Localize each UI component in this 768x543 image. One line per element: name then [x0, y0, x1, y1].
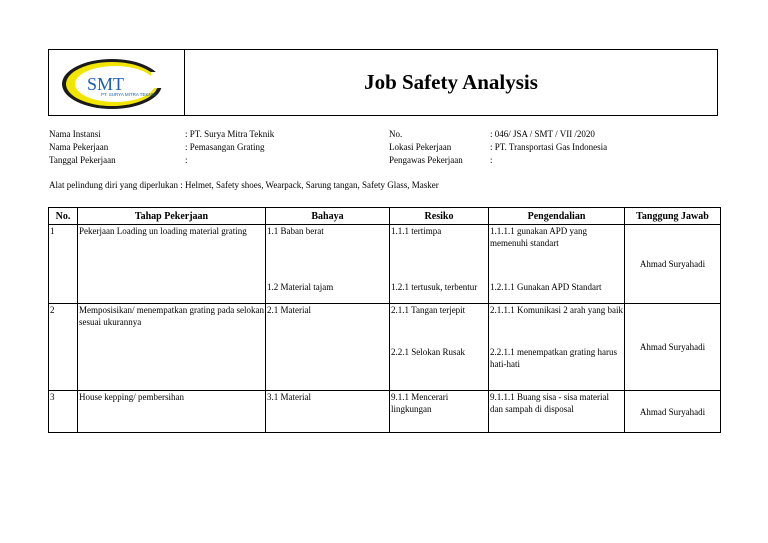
cell-tanggung-jawab: Ahmad Suryahadi [625, 225, 721, 304]
cell-no: 3 [49, 391, 78, 433]
cell-pengendalian [489, 304, 625, 391]
nama-pekerjaan-value: : Pemasangan Grating [185, 142, 265, 152]
cell-tanggung-jawab: Ahmad Suryahadi [625, 304, 721, 391]
cell-tahap: House kepping/ pembersihan [78, 391, 266, 433]
table-header-row [49, 208, 721, 225]
header-resiko: Resiko [390, 208, 489, 225]
cell-tahap: Pekerjaan Loading un loading material grating [78, 225, 266, 304]
pengendalian-item: 1.2.1.1 Gunakan APD Standart [490, 282, 602, 292]
alat-pelindung-text: Alat pelindung diri yang diperlukan : Helmet, Safety shoes, Wearpack, Sarung tangan, Safety Glass, Masker [49, 180, 439, 190]
lokasi-label: Lokasi Pekerjaan [389, 142, 452, 152]
table-row [49, 391, 721, 433]
nama-instansi-label: Nama Instansi [49, 129, 101, 139]
pengawas-label: Pengawas Pekerjaan [389, 155, 463, 165]
cell-bahaya [266, 225, 390, 304]
bahaya-item: 1.1 Baban berat [267, 226, 324, 236]
cell-bahaya: 2.1 Material [266, 304, 390, 391]
header-tanggung-jawab: Tanggung Jawab [625, 208, 721, 225]
cell-pengendalian [489, 225, 625, 304]
cell-no: 1 [49, 225, 78, 304]
cell-bahaya: 3.1 Material [266, 391, 390, 433]
resiko-item: 1.2.1 tertusuk, terbentur [391, 282, 478, 292]
header-pengendalian: Pengendalian [489, 208, 625, 225]
page-title: Job Safety Analysis [364, 70, 538, 94]
header-tahap: Tahap Pekerjaan [78, 208, 266, 225]
nama-instansi-value: : PT. Surya Mitra Teknik [185, 129, 275, 139]
lokasi-value: : PT. Transportasi Gas Indonesia [490, 142, 608, 152]
table-row [49, 225, 721, 304]
cell-tanggung-jawab: Ahmad Suryahadi [625, 391, 721, 433]
jsa-table [48, 207, 721, 433]
cell-pengendalian: 9.1.1.1 Buang sisa - sisa material dan sampah di disposal [489, 391, 625, 433]
logo-text: SMT [87, 74, 125, 94]
cell-tahap: Memposisikan/ menempatkan grating pada selokan sesuai ukurannya [78, 304, 266, 391]
header-box [48, 49, 718, 116]
cell-resiko [390, 225, 489, 304]
tanggal-value: : [185, 155, 188, 165]
nama-pekerjaan-label: Nama Pekerjaan [49, 142, 109, 152]
cell-no: 2 [49, 304, 78, 391]
resiko-item: 1.1.1 tertimpa [391, 226, 442, 236]
company-logo [49, 50, 184, 115]
pengawas-value: : [490, 155, 493, 165]
logo-cell [49, 50, 185, 115]
logo-subtext: PT. SURYA MITRA TEKNIK [101, 92, 157, 97]
resiko-item: 2.2.1 Selokan Rusak [391, 347, 465, 357]
cell-resiko [390, 304, 489, 391]
bahaya-item: 1.2 Material tajam [267, 282, 334, 292]
pengendalian-item: 2.2.1.1 menempatkan grating harus hati-hati [490, 347, 617, 369]
header-bahaya: Bahaya [266, 208, 390, 225]
resiko-item: 2.1.1 Tangan terjepit [391, 305, 466, 315]
pengendalian-item: 1.1.1.1 gunakan APD yang memenuhi standart [490, 226, 587, 248]
cell-resiko: 9.1.1 Mencerari lingkungan [390, 391, 489, 433]
pengendalian-item: 2.1.1.1 Komunikasi 2 arah yang baik [490, 305, 623, 315]
header-no: No. [49, 208, 78, 225]
tanggal-label: Tanggal Pekerjaan [49, 155, 116, 165]
table-row [49, 304, 721, 391]
no-value: : 046/ JSA / SMT / VII /2020 [490, 129, 595, 139]
no-label: No. [389, 129, 403, 139]
